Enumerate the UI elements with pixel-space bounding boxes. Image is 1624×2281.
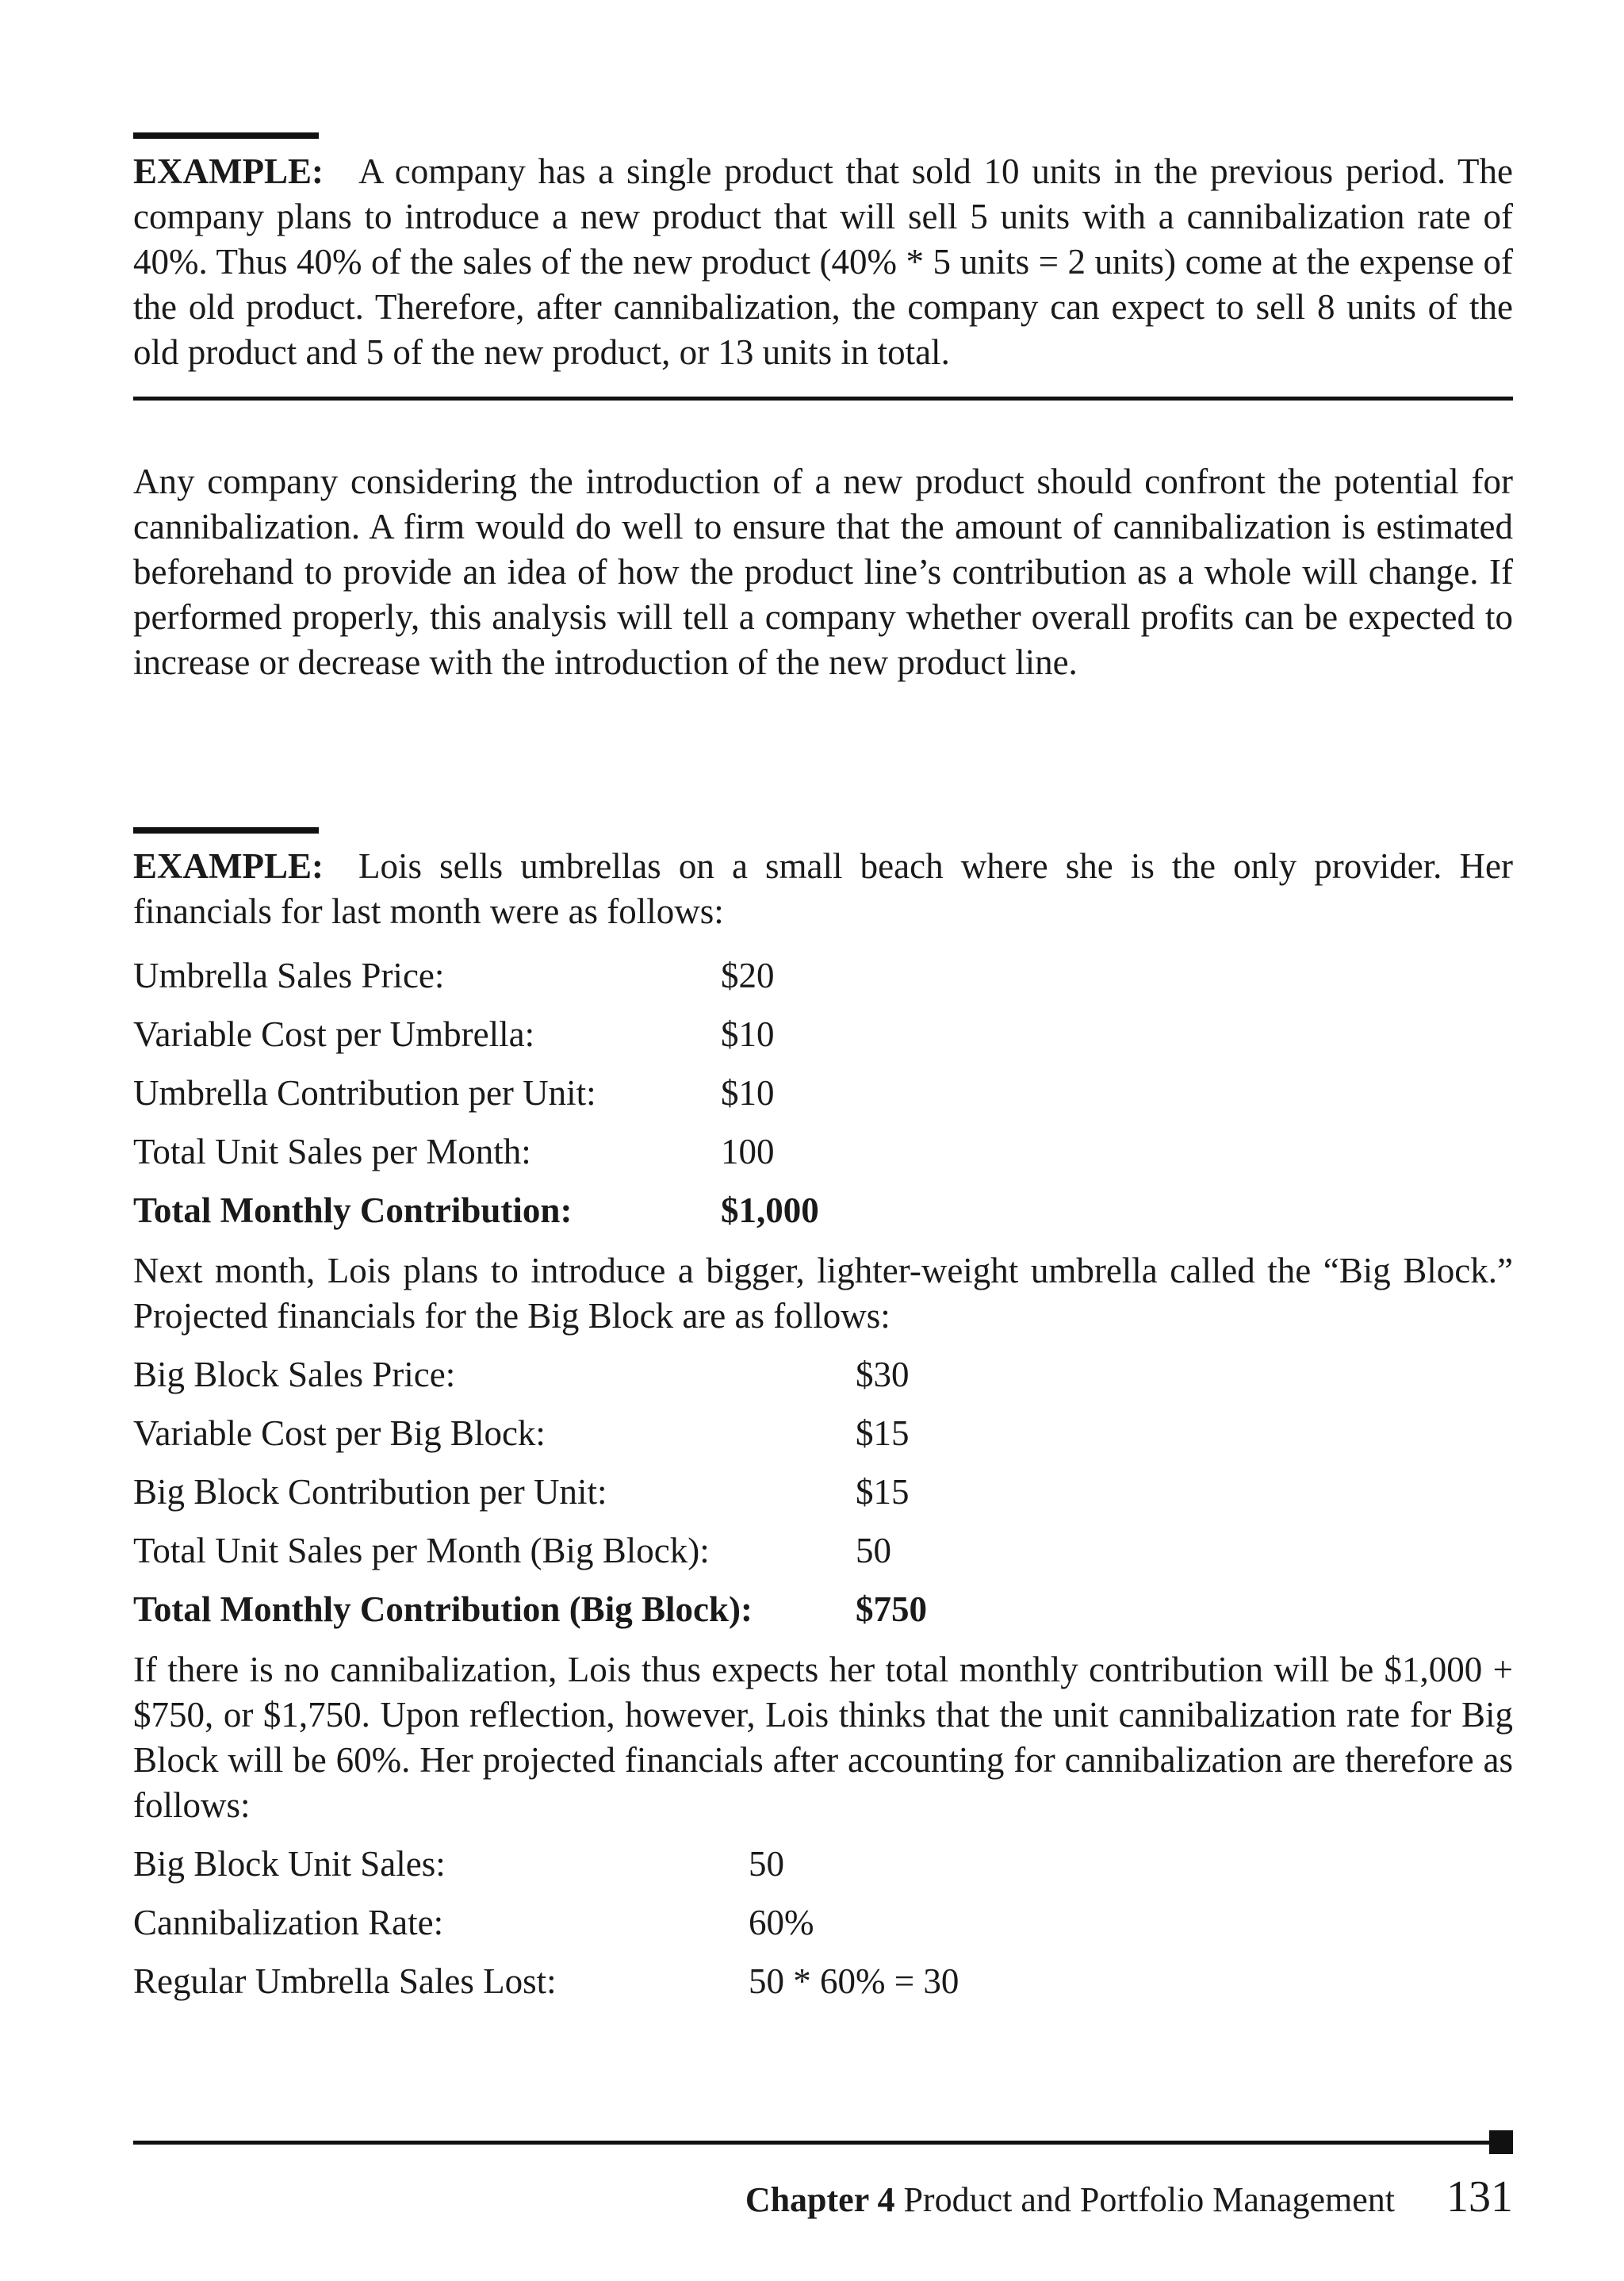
footer-rule bbox=[133, 2141, 1489, 2145]
financial-label: Regular Umbrella Sales Lost: bbox=[133, 1961, 557, 2001]
example-1-text: A company has a single product that sold 10 units in the previous period. The company plans to introduce a new product that will sell 5 units with a cannibalization rate of 40%. Thus 40% of the sales of the new product (40% * 5 units = 2 units) come at the expense of the old product. Therefore, after cannibalization, the company can expect to sell 8 units of the old product and 5 of the new product, or 13 units in total. bbox=[133, 151, 1513, 372]
footer-chapter: Chapter 4 bbox=[745, 2180, 895, 2219]
financial-label: Total Unit Sales per Month: bbox=[133, 1132, 531, 1171]
financial-row bbox=[133, 1463, 1513, 1521]
financial-row bbox=[133, 1893, 1513, 1952]
footer-title: Product and Portfolio Management bbox=[903, 2180, 1395, 2219]
financial-value: 100 bbox=[721, 1132, 775, 1171]
financial-label: Total Monthly Contribution (Big Block): bbox=[133, 1589, 753, 1629]
example-2-intro-text: Lois sells umbrellas on a small beach where she is the only provider. Her financials for last month were as follows: bbox=[133, 846, 1513, 931]
financial-label: Big Block Unit Sales: bbox=[133, 1844, 446, 1884]
body-paragraph: Any company considering the introduction of a new product should confront the potential for cannibalization. A firm would do well to ensure that the amount of cannibalization is estimated beforehand to provide an idea of how the product line’s contribution as a whole will change. If performed properly, this analysis will tell a company whether overall profits can be expected to increase or decrease with the introduction of the new product line. bbox=[133, 462, 1513, 682]
financial-row bbox=[133, 1122, 1513, 1181]
example-1 bbox=[133, 149, 1513, 375]
financial-value: $750 bbox=[856, 1589, 927, 1629]
financial-value: 50 * 60% = 30 bbox=[749, 1961, 959, 2001]
financial-value: $30 bbox=[856, 1355, 910, 1394]
financial-label: Variable Cost per Umbrella: bbox=[133, 1014, 535, 1054]
financial-row bbox=[133, 1404, 1513, 1463]
page bbox=[133, 0, 1513, 2281]
financial-row bbox=[133, 1345, 1513, 1404]
financial-label: Total Monthly Contribution: bbox=[133, 1190, 573, 1230]
financial-value: $15 bbox=[856, 1472, 910, 1512]
financial-label: Umbrella Contribution per Unit: bbox=[133, 1073, 596, 1113]
example-1-label: EXAMPLE: bbox=[133, 151, 324, 191]
page-number: 131 bbox=[1446, 2172, 1513, 2222]
financial-row bbox=[133, 1005, 1513, 1064]
example-2-intro bbox=[133, 844, 1513, 934]
example-2-paragraph-2: Next month, Lois plans to introduce a bigger, lighter-weight umbrella called the “Big Block.” Projected financials for the Big Block are as follows: bbox=[133, 1251, 1513, 1336]
financial-row bbox=[133, 1064, 1513, 1122]
financial-label: Cannibalization Rate: bbox=[133, 1903, 444, 1942]
financial-value: 60% bbox=[749, 1903, 814, 1942]
financial-label: Big Block Contribution per Unit: bbox=[133, 1472, 607, 1512]
financial-row bbox=[133, 1834, 1513, 1893]
financial-row bbox=[133, 1952, 1513, 2011]
example-2-label: EXAMPLE: bbox=[133, 846, 324, 886]
financial-label: Umbrella Sales Price: bbox=[133, 956, 445, 995]
financial-value: $20 bbox=[721, 956, 775, 995]
running-footer bbox=[745, 2172, 1513, 2222]
financial-row bbox=[133, 1521, 1513, 1580]
financial-value: $1,000 bbox=[721, 1190, 819, 1230]
financial-label: Total Unit Sales per Month (Big Block): bbox=[133, 1531, 710, 1570]
financial-value: 50 bbox=[856, 1531, 891, 1570]
example-top-rule bbox=[133, 132, 319, 139]
example-bottom-rule bbox=[133, 397, 1513, 401]
example-top-rule bbox=[133, 827, 319, 834]
financial-total-row bbox=[133, 1580, 1513, 1639]
financial-row bbox=[133, 946, 1513, 1005]
financial-value: $10 bbox=[721, 1073, 775, 1113]
financial-total-row bbox=[133, 1181, 1513, 1240]
financial-value: 50 bbox=[749, 1844, 784, 1884]
financial-value: $15 bbox=[856, 1413, 910, 1453]
financial-value: $10 bbox=[721, 1014, 775, 1054]
financial-label: Big Block Sales Price: bbox=[133, 1355, 456, 1394]
financial-label: Variable Cost per Big Block: bbox=[133, 1413, 546, 1453]
example-2-paragraph-3: If there is no cannibalization, Lois thus expects her total monthly contribution will be $1,000 + $750, or $1,750. Upon reflection, however, Lois thinks that the unit cannibalization rate for Big Block will be 60%. Her projected financials after accounting for cannibalization are therefore as follows: bbox=[133, 1650, 1513, 1825]
footer-square-marker bbox=[1489, 2130, 1513, 2154]
